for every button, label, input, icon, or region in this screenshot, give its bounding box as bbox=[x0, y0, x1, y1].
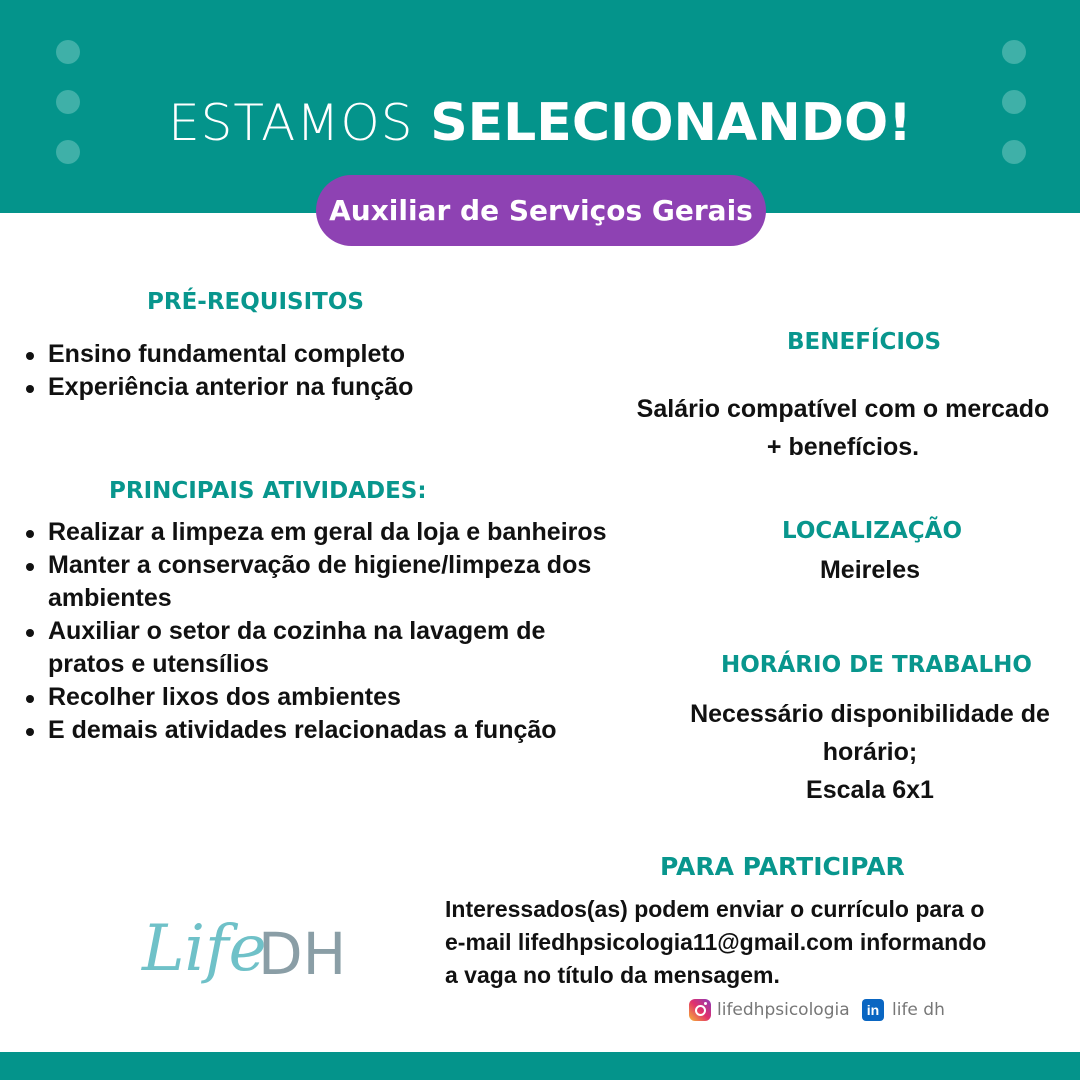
schedule-line: horário; bbox=[822, 738, 918, 766]
instagram-handle bbox=[689, 998, 850, 1022]
benefits-heading: BENEFÍCIOS bbox=[787, 329, 942, 355]
participate-line: Interessados(as) podem enviar o currículo para o bbox=[445, 896, 985, 922]
schedule-text bbox=[660, 695, 1080, 809]
logo-script: Life bbox=[142, 912, 267, 986]
benefits-text bbox=[606, 390, 1080, 466]
benefits-line: + benefícios. bbox=[766, 433, 920, 461]
instagram-icon bbox=[689, 999, 711, 1021]
list-item: Auxiliar o setor da cozinha na lavagem de pratos e utensílios bbox=[24, 615, 624, 681]
participate-line: e-mail lifedhpsicologia11@gmail.com informando bbox=[445, 929, 987, 955]
linkedin-handle bbox=[862, 998, 945, 1022]
footer-band bbox=[0, 1052, 1080, 1080]
logo-text: DH bbox=[258, 920, 347, 988]
list-item: Realizar a limpeza em geral da loja e banheiros bbox=[24, 516, 624, 549]
schedule-heading: HORÁRIO DE TRABALHO bbox=[721, 652, 1032, 678]
activities-list bbox=[24, 516, 624, 747]
linkedin-label: life dh bbox=[892, 1000, 945, 1020]
list-item: Experiência anterior na função bbox=[24, 371, 484, 404]
participate-heading: PARA PARTICIPAR bbox=[660, 852, 905, 881]
benefits-line: Salário compatível com o mercado bbox=[636, 395, 1050, 423]
location-heading: LOCALIZAÇÃO bbox=[782, 518, 962, 544]
schedule-line: Escala 6x1 bbox=[806, 776, 934, 804]
list-item: E demais atividades relacionadas a função bbox=[24, 714, 624, 747]
linkedin-icon: in bbox=[862, 999, 884, 1021]
headline bbox=[0, 82, 1080, 161]
list-item: Ensino fundamental completo bbox=[24, 338, 484, 371]
lifedh-logo bbox=[140, 898, 360, 1008]
requirements-list bbox=[24, 338, 484, 404]
list-item: Manter a conservação de higiene/limpeza dos ambientes bbox=[24, 549, 624, 615]
job-title-badge: Auxiliar de Serviços Gerais bbox=[316, 175, 766, 246]
activities-heading: PRINCIPAIS ATIVIDADES: bbox=[109, 478, 427, 504]
dot-icon bbox=[1002, 40, 1026, 64]
requirements-heading: PRÉ-REQUISITOS bbox=[147, 289, 364, 315]
headline-bold: SELECIONANDO! bbox=[430, 93, 912, 153]
headline-light: ESTAMOS bbox=[168, 94, 414, 152]
location-value: Meireles bbox=[819, 556, 921, 584]
instagram-label: lifedhpsicologia bbox=[717, 1000, 850, 1020]
schedule-line: Necessário disponibilidade de bbox=[690, 700, 1050, 728]
participate-line: a vaga no título da mensagem. bbox=[445, 962, 780, 988]
participate-text bbox=[445, 893, 1077, 992]
list-item: Recolher lixos dos ambientes bbox=[24, 681, 624, 714]
dot-icon bbox=[56, 40, 80, 64]
